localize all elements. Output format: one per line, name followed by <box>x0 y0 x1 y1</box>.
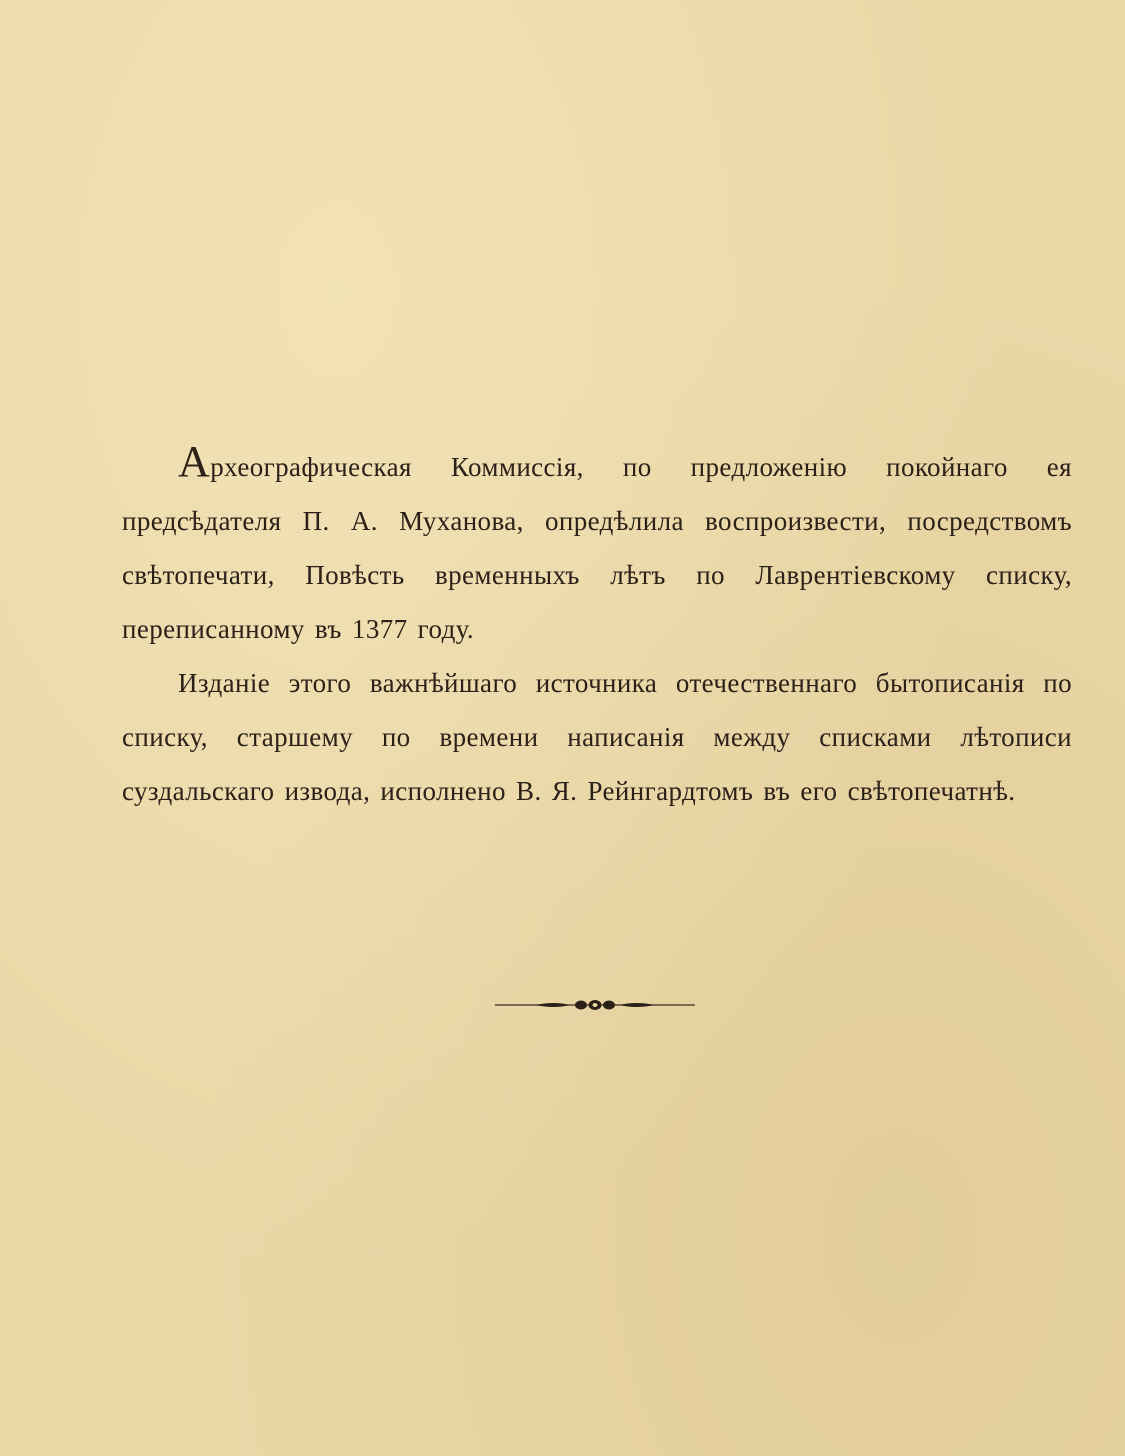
text-block <box>122 437 1072 818</box>
ornament-divider-icon <box>495 995 695 1015</box>
initial-letter: А <box>178 437 211 486</box>
paragraph-1-text: рхеографическая Коммиссія, по предложенію покойнаго ея предсѣдателя П. А. Муханова, опредѣлила воспроизвести, посредствомъ свѣтопечати, Повѣсть временныхъ лѣтъ по Лаврентіевскому списку, переписанному въ 1377 году. <box>122 452 1072 644</box>
paragraph-1 <box>122 437 1072 656</box>
paragraph-2: Изданіе этого важнѣйшаго источника отечественнаго бытописанія по списку, старшему по времени написанія между списками лѣтописи суздальскаго извода, исполнено В. Я. Рейнгардтомъ въ его свѣтопечатнѣ. <box>122 668 1072 806</box>
